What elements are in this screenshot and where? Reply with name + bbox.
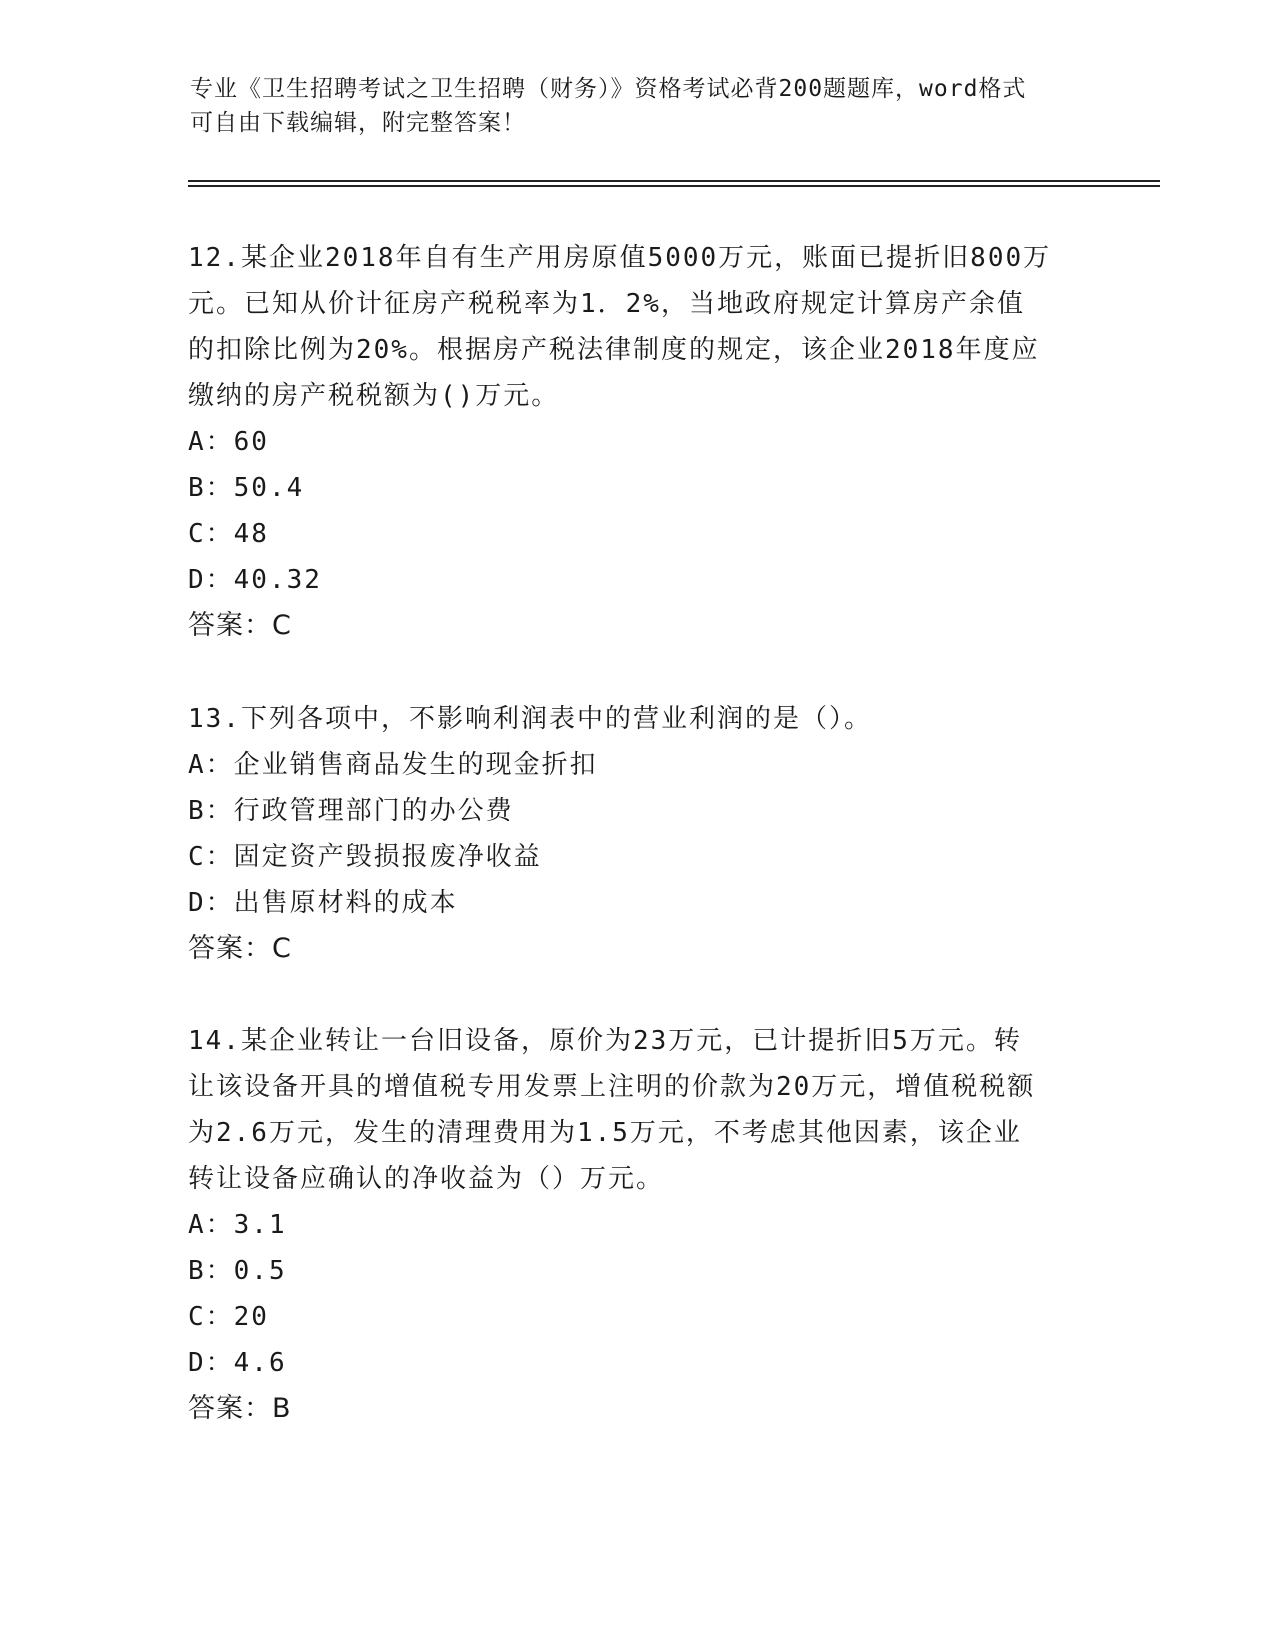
question-stem-line: 为2.6万元，发生的清理费用为1.5万元，不考虑其他因素，该企业 — [188, 1118, 1022, 1148]
option-b: B：50.4 — [188, 473, 305, 503]
option-a: A：企业销售商品发生的现金折扣 — [188, 750, 598, 780]
question-stem-line: 14.某企业转让一台旧设备，原价为23万元，已计提折旧5万元。转 — [188, 1026, 1022, 1056]
document-header — [190, 72, 1090, 140]
option-d: D：4.6 — [188, 1348, 287, 1378]
option-a: A：3.1 — [188, 1210, 287, 1240]
option-a: A：60 — [188, 427, 269, 457]
header-divider-bottom — [188, 185, 1160, 187]
question-14 — [188, 1018, 1088, 1432]
answer-line: 答案：B — [188, 1393, 292, 1424]
header-title-line-2: 可自由下载编辑，附完整答案！ — [190, 110, 526, 136]
option-c: C：固定资产毁损报废净收益 — [188, 842, 542, 872]
option-c: C：20 — [188, 1302, 269, 1332]
question-stem-line: 转让设备应确认的净收益为（）万元。 — [188, 1164, 665, 1194]
question-stem-line: 12.某企业2018年自有生产用房原值5000万元，账面已提折旧800万 — [188, 243, 1052, 273]
question-stem-line: 13.下列各项中，不影响利润表中的营业利润的是（）。 — [188, 704, 872, 734]
question-stem-line: 元。已知从价计征房产税税率为1．2%，当地政府规定计算房产余值 — [188, 289, 1025, 319]
question-stem-line: 让该设备开具的增值税专用发票上注明的价款为20万元，增值税税额 — [188, 1072, 1036, 1102]
option-d: D：出售原材料的成本 — [188, 888, 458, 918]
header-title-line-1: 专业《卫生招聘考试之卫生招聘（财务）》资格考试必背200题题库，word格式 — [190, 76, 1027, 102]
option-b: B：0.5 — [188, 1256, 287, 1286]
option-c: C：48 — [188, 519, 269, 549]
question-stem-line: 缴纳的房产税税额为()万元。 — [188, 381, 560, 411]
header-divider-top — [188, 180, 1160, 182]
answer-line: 答案：C — [188, 610, 292, 641]
option-b: B：行政管理部门的办公费 — [188, 796, 514, 826]
answer-line: 答案：C — [188, 933, 292, 964]
question-12 — [188, 235, 1088, 649]
question-stem-line: 的扣除比例为20%。根据房产税法律制度的规定，该企业2018年度应 — [188, 335, 1040, 365]
option-d: D：40.32 — [188, 565, 322, 595]
question-13 — [188, 696, 1088, 972]
